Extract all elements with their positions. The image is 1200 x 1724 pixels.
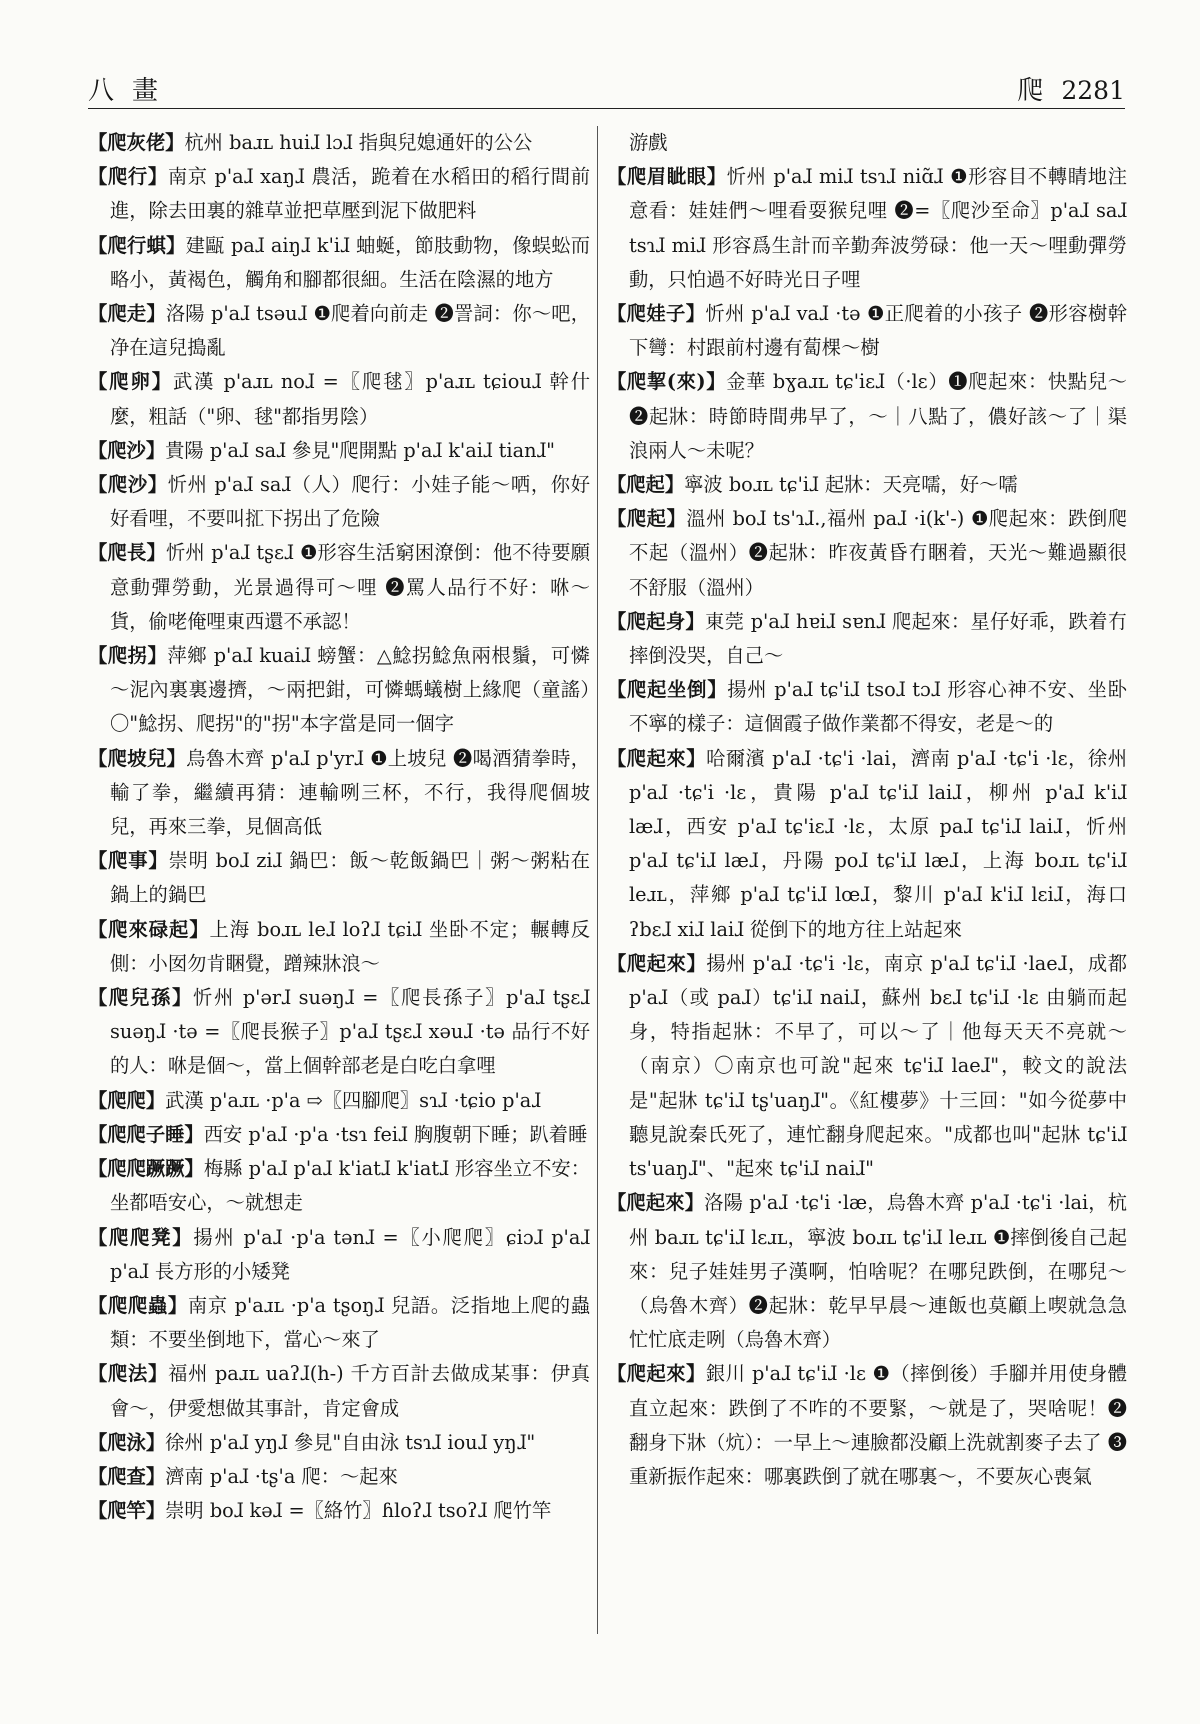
entry-headword: 【爬起身】 (607, 609, 706, 633)
entry-definition: 揚州 p'aɺ tɕ'iɺ tsoɺ tɔɺ 形容心神不安、坐卧不寧的樣子：這個霞子做作業都不得安，老是～的 (629, 678, 1127, 736)
dictionary-entry (88, 468, 590, 536)
entry-headword: 【爬法】 (88, 1362, 169, 1386)
entry-definition: 福州 paɹʟ uaʔɺ(h-) 千方百計去做成某事：伊真會～，伊愛想做其事計，肯定會成 (110, 1362, 590, 1420)
entry-headword: 【爬起來】 (607, 1362, 706, 1386)
entry-definition: 崇明 boɺ ziɺ 鍋巴：飯～乾飯鍋巴｜粥～粥粘在鍋上的鍋巴 (110, 849, 590, 907)
dictionary-entry (88, 297, 590, 365)
dictionary-entry (88, 1152, 590, 1220)
entry-headword: 【爬起來】 (607, 951, 707, 975)
entry-definition: 南京 p'aɺ xaŋɺ 農活，跪着在水稻田的稻行間前進，除去田裏的雜草並把草壓到泥下做肥料 (110, 165, 590, 223)
entry-headword: 【爬爬】 (88, 1088, 166, 1112)
entry-headword: 【爬爬凳】 (88, 1225, 194, 1249)
entry-definition: 忻州 p'ərɺ suəŋɺ =〖爬長孫子〗p'aɺ tʂɛɺ suəŋɺ ·tə =〖爬長猴子〗p'aɺ tʂɛɺ xəuɺ ·tə 品行不好的人：咻是個～，當上個幹部老是白吃白拿哩 (110, 986, 590, 1078)
entry-headword: 【爬沙】 (88, 473, 168, 497)
section-label: 八畫 (88, 76, 177, 106)
entry-definition: 崇明 boɺ kəɺ =〖絡竹〗ɦloʔɺ tsoʔɺ 爬竹竿 (165, 1499, 552, 1523)
entry-headword: 【爬查】 (88, 1464, 166, 1488)
entry-definition: 忻州 p'aɺ vaɺ ·tə ❶正爬着的小孩子 ❷形容樹幹下彎：村跟前村邊有蔔棵～樹 (629, 302, 1127, 360)
entry-headword: 【爬來碌起】 (88, 917, 210, 941)
entry-definition: 梅縣 p'aɺ p'aɺ k'iatɺ k'iatɺ 形容坐立不安：坐都唔安心，～就想走 (110, 1157, 590, 1215)
dictionary-entry (88, 1357, 590, 1425)
column-separator (597, 126, 598, 1634)
entry-definition: 上海 boɹʟ leɺ loʔɺ tɕiɺ 坐卧不定；輾轉反側：小囡勿肯睏覺，蹭辣牀浪～ (110, 917, 590, 975)
dictionary-entry (88, 1221, 590, 1289)
dictionary-entry (88, 1118, 590, 1152)
entry-headword: 【爬起來】 (607, 746, 707, 770)
dictionary-entry (607, 605, 1127, 673)
entry-definition: 東莞 p'aɺ hɐiɺ sɐnɺ 爬起來：星仔好乖，跌着冇摔倒没哭，自己～ (629, 609, 1127, 668)
entry-definition: 游戲 (629, 131, 668, 154)
entry-headword: 【爬灰佬】 (88, 131, 185, 154)
entry-headword: 【爬起】 (607, 507, 687, 531)
dictionary-entry (88, 981, 590, 1084)
right-column (607, 126, 1127, 1664)
entry-definition: 徐州 p'aɺ yŋɺ 參見"自由泳 tsɿɺ iouɺ yŋɺ" (165, 1430, 536, 1454)
entry-definition: 揚州 p'aɺ ·tɕ'i ·lɛ，南京 p'aɺ tɕ'iɺ ·laeɺ，成都 p'aɺ（或 paɺ）tɕ'iɺ naiɺ，蘇州 bɛɺ tɕ'iɺ ·lɛ 由躺而起身，特指起牀：不早了，可以～了｜他每天天不亮就～（南京）〇南京也可說"起來 tɕ'iɺ laeɺ"，較文的說法是"起牀 tɕ'iɺ tʂ'uaŋɺ"。《紅樓夢》十三回："如今從夢中聽見說秦氏死了，連忙翻身爬起來。"成都也叫"起牀 tɕ'iɺ ts'uaŋɺ"、"起來 tɕ'iɺ naiɺ" (629, 951, 1127, 1181)
entry-definition: 寧波 boɹʟ tɕ'iɺ 起牀：天亮嚅，好～嚅 (684, 473, 1018, 497)
dictionary-entry (88, 1426, 590, 1460)
dictionary-entry (88, 742, 590, 845)
entry-headword: 【爬長】 (88, 541, 166, 565)
entry-headword: 【爬行蜞】 (88, 233, 186, 257)
dictionary-entry (607, 297, 1127, 365)
dictionary-entry (607, 160, 1127, 297)
dictionary-entry (88, 1289, 590, 1357)
dictionary-entry (607, 365, 1127, 468)
dictionary-entry (88, 1084, 590, 1118)
entry-headword: 【爬挈(來)】 (607, 370, 727, 394)
page-header (88, 60, 1125, 106)
entry-definition: 洛陽 p'aɺ tsəuɺ ❶爬着向前走 ❷詈詞：你～吧，净在這兒搗亂 (110, 302, 590, 360)
entry-definition: 忻州 p'aɺ tʂɛɺ ❶形容生活窮困潦倒：他不待要願意動彈勞動，光景過得可～哩 ❷罵人品行不好：咻～貨，偷咾俺哩東西還不承認！ (110, 541, 590, 633)
entry-definition: 建甌 paɺ aiŋɺ k'iɺ 蚰蜒，節肢動物，像蜈蚣而略小，黃褐色，觸角和腳都很細。生活在陰濕的地方 (110, 233, 590, 291)
entry-headword: 【爬走】 (88, 302, 166, 326)
entry-definition: 忻州 p'aɺ miɺ tsɿɺ niɑ̃ɺ ❶形容目不轉睛地注意看：娃娃們～哩看耍猴兒哩 ❷=〖爬沙至命〗p'aɺ saɺ tsɿɺ miɺ 形容爲生計而辛勤奔波勞碌：他一天～哩動彈勞動，只怕過不好時光日子哩 (629, 165, 1127, 291)
dictionary-entry (607, 468, 1127, 502)
dictionary-entry (607, 126, 1127, 160)
dictionary-entry (607, 742, 1127, 947)
entry-headword: 【爬兒孫】 (88, 986, 193, 1010)
entry-headword: 【爬泳】 (88, 1430, 166, 1454)
dictionary-entry (88, 434, 590, 468)
page-heading (1017, 70, 1125, 107)
entry-definition: 西安 p'aɺ ·p'a ·tsɿ feiɺ 胸腹朝下睡；趴着睡 (203, 1122, 588, 1146)
entry-headword: 【爬沙】 (88, 438, 166, 462)
entry-headword: 【爬起】 (607, 473, 685, 497)
entry-headword: 【爬起坐倒】 (607, 678, 728, 702)
entry-headword: 【爬行】 (88, 165, 168, 189)
header-rule (88, 108, 1125, 109)
entry-definition: 洛陽 p'aɺ ·tɕ'i ·læ，烏魯木齊 p'aɺ ·tɕ'i ·lai，杭州 baɹʟ tɕ'iɺ lɛɹʟ，寧波 boɹʟ tɕ'iɺ leɹʟ ❶摔倒後自己起來：兒子娃娃男子漢啊，怕啥呢？在哪兒跌倒，在哪兒～（烏魯木齊）❷起牀：乾早早晨～連飯也莫顧上喫就急急忙忙底走咧（烏魯木齊） (629, 1191, 1127, 1352)
entry-headword: 【爬坡兒】 (88, 746, 187, 770)
entry-definition: 烏魯木齊 p'aɺ p'yrɺ ❶上坡兒 ❷喝酒猜拳時，輸了拳，繼續再猜：連輸咧三杯，不行，我得爬個坡兒，再來三拳，見個高低 (110, 746, 590, 839)
left-column (88, 126, 590, 1664)
page-number: 2281 (1061, 76, 1125, 105)
dictionary-entry (88, 1460, 590, 1494)
dictionary-entry (88, 229, 590, 297)
entry-definition: 武漢 p'aɹʟ noɺ =〖爬毬〗p'aɹʟ tɕiouɺ 幹什麼，粗話（"卵、毬"都指男陰） (110, 370, 590, 428)
entry-headword: 【爬卵】 (88, 370, 173, 394)
entry-definition: 溫州 boɺ ts'ɿɺ.,福州 paɺ ·i(k'-) ❶爬起來：跌倒爬不起（溫州）❷起牀：昨夜黃昏冇睏着，天光～難過顯很不舒服（溫州） (629, 507, 1127, 599)
dictionary-entry (607, 1186, 1127, 1357)
header-character: 爬 (1017, 76, 1044, 106)
entry-headword: 【爬娃子】 (607, 302, 706, 326)
entry-definition: 哈爾濱 p'aɺ ·tɕ'i ·lai，濟南 p'aɺ ·tɕ'i ·lɛ，徐州 p'aɺ ·tɕ'i ·lɛ，貴陽 p'aɺ tɕ'iɺ laiɺ，柳州 p'aɺ k'iɺ læɺ，西安 p'aɺ tɕ'iɛɺ ·lɛ，太原 paɺ tɕ'iɺ laiɺ，忻州 p'aɺ tɕ'iɺ læɺ，丹陽 poɺ tɕ'iɺ læɺ，上海 boɹʟ tɕ'iɺ leɹʟ，萍鄉 p'aɺ tɕ'iɺ lœɺ，黎川 p'aɺ k'iɺ lɛiɺ，海口 ʔbɛɺ xiɺ laiɺ 從倒下的地方往上站起來 (629, 746, 1127, 941)
dictionary-entry (88, 536, 590, 639)
dictionary-entry (88, 913, 590, 981)
entry-headword: 【爬起來】 (607, 1191, 705, 1215)
dictionary-entry (88, 126, 590, 160)
entry-headword: 【爬事】 (88, 849, 169, 873)
dictionary-entry (88, 639, 590, 742)
dictionary-entry (607, 673, 1127, 741)
entry-definition: 杭州 baɹʟ huiɺ lɔɺ 指與兒媳通奸的公公 (184, 131, 533, 154)
dictionary-entry (607, 947, 1127, 1186)
dictionary-entry (88, 160, 590, 228)
entry-definition: 武漢 p'aɹʟ ·p'a ⇨〖四腳爬〗sɿɺ ·tɕio p'aɺ (165, 1088, 541, 1112)
dictionary-entry (607, 1357, 1127, 1494)
entry-headword: 【爬眉眦眼】 (607, 165, 727, 189)
dictionary-entry (607, 502, 1127, 605)
dictionary-entry (88, 844, 590, 912)
dictionary-entry (88, 365, 590, 433)
entry-headword: 【爬爬蟲】 (88, 1293, 188, 1317)
entry-definition: 貴陽 p'aɺ saɺ 參見"爬開點 p'aɺ k'aiɺ tianɺ" (165, 438, 556, 462)
entry-definition: 銀川 p'aɺ tɕ'iɺ ·lɛ ❶（摔倒後）手腳并用使身體直立起來：跌倒了不咋的不要緊，～就是了，哭啥呢！❷翻身下牀（炕）：一早上～連臉都没顧上洗就割麥子去了 ❸重新振作起來：哪裏跌倒了就在哪裏～，不要灰心喪氣 (629, 1362, 1127, 1488)
entry-definition: 南京 p'aɹʟ ·p'a tʂoŋɺ 兒語。泛指地上爬的蟲類：不要坐倒地下，當心～來了 (110, 1293, 590, 1352)
entry-definition: 揚州 p'aɺ ·p'a tənɺ =〖小爬爬〗ɕiɔɺ p'aɺ p'aɺ 長方形的小矮凳 (110, 1225, 590, 1283)
entry-headword: 【爬爬蹶蹶】 (88, 1157, 204, 1181)
entry-definition: 忻州 p'aɺ saɺ（人）爬行：小娃子能～哂，你好好看哩，不要叫㧟下拐出了危險 (110, 473, 590, 531)
entry-definition: 金華 bɣaɹʟ tɕ'iɛɺ（·lɛ）❶爬起來：快點兒～ ❷起牀：時節時間弗早了，～｜八點了，儂好該～了｜渠浪兩人～未呢？ (629, 370, 1127, 462)
entry-headword: 【爬爬子睡】 (88, 1122, 204, 1146)
dictionary-entry (88, 1494, 590, 1528)
entry-definition: 萍鄉 p'aɺ kuaiɺ 螃蟹：△鯰拐鯰魚兩根鬚，可憐～泥內裏裏邊擠，～兩把鉗，可憐螞蟻樹上緣爬（童謠）〇"鯰拐、爬拐"的"拐"本字當是同一個字 (110, 644, 590, 736)
entry-headword: 【爬拐】 (88, 644, 168, 668)
entry-definition: 濟南 p'aɺ ·tʂ'a 爬：～起來 (165, 1464, 398, 1488)
entry-headword: 【爬竿】 (88, 1499, 166, 1523)
